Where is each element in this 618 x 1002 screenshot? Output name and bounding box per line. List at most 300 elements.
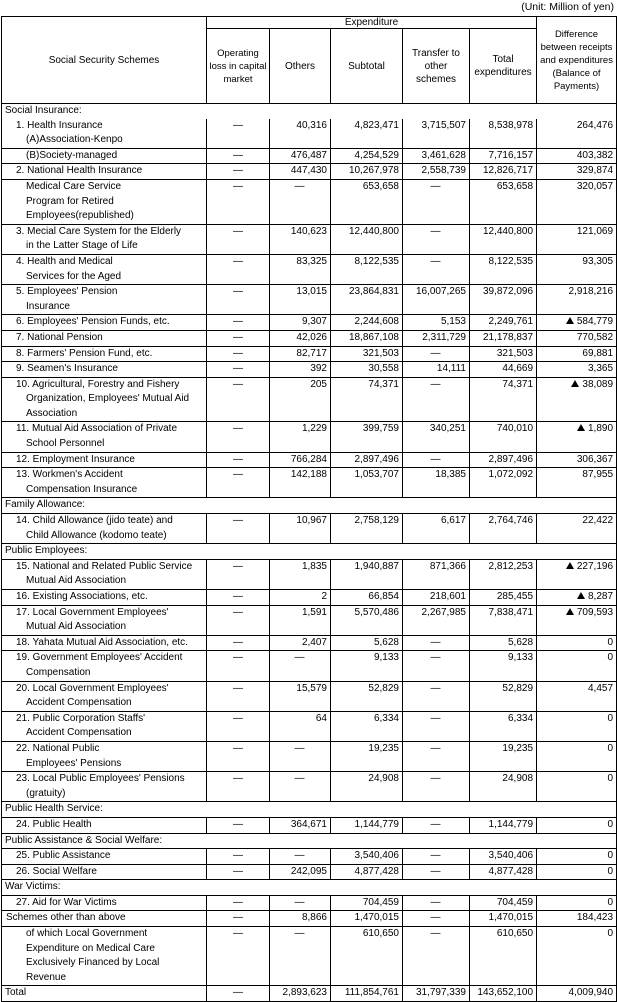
transfer-cell: 2,558,739 [403,164,470,180]
subtotal-cell: 4,877,428 [331,864,403,880]
scheme-name-line: Employees(republished) [26,210,134,222]
operating-loss-cell: — [207,224,270,254]
total-expenditures-cell: 39,872,096 [470,285,537,315]
table-row [2,164,617,180]
scheme-name-line: (A)Association-Kenpo [26,134,123,146]
subtotal-cell: 3,540,406 [331,849,403,865]
scheme-name-cell [2,468,207,498]
scheme-name-cell [2,148,207,164]
section-header-row [2,802,617,818]
scheme-name-line: (B)Society-managed [26,149,118,161]
scheme-name-cell [2,377,207,422]
section-header-row [2,544,617,560]
transfer-cell: — [403,452,470,468]
difference-cell [537,164,617,180]
subtotal-cell: 5,570,486 [331,605,403,635]
operating-loss-cell: — [207,422,270,452]
operating-loss-cell: — [207,285,270,315]
total-expenditures-cell: 285,455 [470,590,537,606]
operating-loss-cell: — [207,164,270,180]
scheme-name-line: (gratuity) [26,787,66,799]
subtotal-cell: 1,053,707 [331,468,403,498]
others-cell: — [270,895,331,911]
operating-loss-cell: — [207,362,270,378]
transfer-cell: — [403,772,470,802]
difference-value: 3,365 [587,363,614,375]
transfer-cell: 3,715,507 [403,119,470,149]
total-expenditures-cell: 44,669 [470,362,537,378]
transfer-cell: — [403,741,470,771]
operating-loss-cell: — [207,254,270,284]
total-expenditures-cell: 321,503 [470,346,537,362]
total-expenditures-cell: 2,812,253 [470,559,537,589]
operating-loss-cell: — [207,635,270,651]
subtotal-cell: 12,440,800 [331,224,403,254]
difference-cell [537,605,617,635]
total-expenditures-cell: 653,658 [470,179,537,224]
others-cell: 1,835 [270,559,331,589]
operating-loss-cell: — [207,452,270,468]
operating-loss-cell: — [207,514,270,544]
difference-cell [537,895,617,911]
operating-loss-header: Operating loss in capital market [207,29,270,104]
negative-triangle-icon [566,317,574,324]
difference-cell [537,254,617,284]
subtotal-cell: 1,470,015 [331,911,403,927]
table-row [2,849,617,865]
total-expenditures-cell: 19,235 [470,741,537,771]
scheme-name-line: 12. Employment Insurance [16,453,135,465]
total-expenditures-cell: 9,133 [470,651,537,681]
scheme-name-line: 27. Aid for War Victims [16,896,117,908]
difference-cell [537,452,617,468]
scheme-name-line: 5. Employees' Pension [16,286,118,298]
transfer-cell: — [403,179,470,224]
transfer-cell: — [403,254,470,284]
others-cell: 447,430 [270,164,331,180]
transfer-cell: — [403,681,470,711]
transfer-cell: — [403,635,470,651]
subtotal-cell: 74,371 [331,377,403,422]
others-cell: — [270,849,331,865]
others-header: Others [270,29,331,104]
scheme-name-cell [2,590,207,606]
difference-cell [537,681,617,711]
scheme-name-line: 3. Mecial Care System for the Elderly [16,225,182,237]
section-spacer [207,880,617,896]
difference-value: 770,582 [576,331,614,343]
others-cell: 364,671 [270,817,331,833]
total-label-cell: Total [2,986,207,1002]
table-row [2,651,617,681]
scheme-name-line: 16. Existing Associations, etc. [16,591,148,602]
section-title: Family Allowance: [2,498,207,514]
section-header-row [2,498,617,514]
transfer-cell: 2,267,985 [403,605,470,635]
difference-value: 329,874 [576,165,614,177]
table-row [2,514,617,544]
table-row [2,285,617,315]
transfer-cell: — [403,895,470,911]
others-cell: 10,967 [270,514,331,544]
negative-triangle-icon [566,562,574,569]
negative-triangle-icon [566,608,574,615]
subtotal-cell: 1,940,887 [331,559,403,589]
operating-loss-cell: — [207,911,270,927]
others-cell: 476,487 [270,148,331,164]
difference-cell [537,635,617,651]
others-cell: 142,188 [270,468,331,498]
difference-value: 0 [607,636,614,648]
subtotal-cell: 321,503 [331,346,403,362]
difference-cell [537,119,617,149]
table-row [2,330,617,346]
transfer-cell: 218,601 [403,590,470,606]
scheme-name-line: Revenue [26,971,67,983]
scheme-name-line: 13. Workmen's Accident [16,469,123,481]
transfer-cell: 2,311,729 [403,330,470,346]
section-title: War Victims: [2,880,207,896]
scheme-name-line: Schemes other than above [6,912,126,924]
others-cell: 1,591 [270,605,331,635]
total-expenditures-cell: 2,249,761 [470,315,537,331]
difference-value: 0 [607,818,614,830]
others-cell: 42,026 [270,330,331,346]
scheme-name-line: 25. Public Assistance [16,850,111,862]
difference-cell [537,772,617,802]
table-row [2,864,617,880]
operating-loss-cell: — [207,772,270,802]
section-title: Public Employees: [2,544,207,560]
scheme-name-line: Accident Compensation [26,697,132,709]
operating-loss-cell: — [207,711,270,741]
transfer-cell: — [403,864,470,880]
difference-cell [537,849,617,865]
table-row [2,422,617,452]
subtotal-cell: 10,267,978 [331,164,403,180]
operating-loss-cell: — [207,179,270,224]
scheme-name-cell [2,285,207,315]
operating-loss-cell: — [207,119,270,149]
table-row [2,254,617,284]
difference-cell [537,590,617,606]
operating-loss-cell: — [207,895,270,911]
scheme-name-cell [2,514,207,544]
difference-value: 4,457 [587,682,614,694]
table-row [2,681,617,711]
difference-value: 584,779 [576,316,614,328]
others-cell: 242,095 [270,864,331,880]
scheme-name-line: Employees' Pensions [26,757,122,769]
negative-triangle-icon [577,592,585,599]
scheme-name-cell [2,362,207,378]
others-cell: — [270,179,331,224]
section-title: Public Assistance & Social Welfare: [2,833,207,849]
transfer-cell: — [403,377,470,422]
subtotal-cell: 399,759 [331,422,403,452]
operating-loss-cell: — [207,849,270,865]
difference-cell [537,224,617,254]
operating-loss-cell: — [207,377,270,422]
operating-loss-cell: — [207,817,270,833]
scheme-name-cell [2,635,207,651]
table-row [2,590,617,606]
section-spacer [207,802,617,818]
total-expenditures-cell: 610,650 [470,927,537,986]
difference-value: 0 [607,896,614,908]
subtotal-cell: 24,908 [331,772,403,802]
transfer-cell: — [403,927,470,986]
table-row [2,346,617,362]
table-row [2,817,617,833]
total-expenditures-cell: 1,470,015 [470,911,537,927]
total-expenditures-cell: 74,371 [470,377,537,422]
subtotal-cell: 30,558 [331,362,403,378]
difference-cell [537,927,617,986]
scheme-name-line: Services for the Aged [26,270,122,282]
table-row [2,559,617,589]
difference-value: 264,476 [576,119,614,131]
social-security-expenditure-table [1,16,617,1002]
section-spacer [207,544,617,560]
difference-value: 0 [607,928,614,940]
scheme-name-line: 2. National Health Insurance [16,165,143,177]
difference-value: 93,305 [582,255,614,267]
table-row [2,741,617,771]
scheme-name-line: 18. Yahata Mutual Aid Association, etc. [16,636,188,648]
difference-value: 709,593 [576,606,614,618]
table-row [2,895,617,911]
others-cell: 13,015 [270,285,331,315]
table-row [2,362,617,378]
difference-value: 0 [607,742,614,754]
scheme-name-line: Compensation [26,666,91,678]
others-cell: 766,284 [270,452,331,468]
scheme-name-line: Organization, Employees' Mutual Aid [26,393,190,405]
transfer-cell: 18,385 [403,468,470,498]
total-expenditures-cell: 7,838,471 [470,605,537,635]
operating-loss-cell: — [207,559,270,589]
scheme-name-line: in the Latter Stage of Life [26,240,138,252]
transfer-cell: 6,617 [403,514,470,544]
table-row [2,772,617,802]
scheme-name-line: of which Local Government [26,928,148,940]
difference-cell [537,330,617,346]
others-cell: 40,316 [270,119,331,149]
others-cell: 83,325 [270,254,331,284]
negative-triangle-icon [571,380,579,387]
difference-value: 403,382 [576,149,614,161]
table-row [2,711,617,741]
difference-cell [537,911,617,927]
others-cell: 9,307 [270,315,331,331]
operating-loss-cell: — [207,741,270,771]
scheme-name-line: 26. Social Welfare [16,865,97,877]
difference-cell [537,315,617,331]
table-row [2,179,617,224]
difference-cell [537,864,617,880]
total-expenditures-cell: 21,178,837 [470,330,537,346]
table-row [2,911,617,927]
difference-value: 87,955 [582,469,614,481]
scheme-name-cell [2,346,207,362]
total-row [2,986,617,1002]
scheme-name-cell [2,895,207,911]
transfer-cell: 14,111 [403,362,470,378]
scheme-name-cell [2,849,207,865]
difference-cell [537,148,617,164]
others-cell: 205 [270,377,331,422]
subtotal-cell: 19,235 [331,741,403,771]
others-cell: 82,717 [270,346,331,362]
total-expenditures-cell: 1,144,779 [470,817,537,833]
operating-loss-cell: — [207,315,270,331]
table-row [2,148,617,164]
table-row [2,315,617,331]
scheme-name-line: School Personnel [26,438,105,450]
total-expenditures-header: Total expenditures [470,29,537,104]
scheme-name-cell [2,559,207,589]
others-cell: 2,893,623 [270,986,331,1002]
difference-value: 2,918,216 [568,286,614,298]
scheme-name-line: Child Allowance (kodomo teate) [26,529,167,541]
subtotal-cell: 5,628 [331,635,403,651]
scheme-name-cell [2,911,207,927]
transfer-cell: 5,153 [403,315,470,331]
expenditure-header: Expenditure [207,17,537,29]
scheme-name-cell [2,179,207,224]
scheme-name-cell [2,224,207,254]
scheme-name-line: 24. Public Health [16,818,92,830]
section-header-row [2,104,617,119]
section-title: Social Insurance: [2,104,207,119]
table-row [2,119,617,149]
total-expenditures-cell: 7,716,157 [470,148,537,164]
subtotal-cell: 704,459 [331,895,403,911]
scheme-name-cell [2,711,207,741]
section-title: Public Health Service: [2,802,207,818]
others-cell: 2 [270,590,331,606]
others-cell: — [270,741,331,771]
subtotal-cell: 6,334 [331,711,403,741]
scheme-name-line: Program for Retired [26,195,114,207]
scheme-name-line: 21. Public Corporation Staffs' [16,712,146,724]
section-spacer [207,833,617,849]
total-expenditures-cell: 12,826,717 [470,164,537,180]
section-header-row [2,833,617,849]
scheme-name-cell [2,741,207,771]
subtotal-cell: 66,854 [331,590,403,606]
scheme-name-line: Mutual Aid Association [26,575,127,587]
scheme-name-line: Exclusively Financed by Local [26,957,160,969]
scheme-name-line: 19. Government Employees' Accident [16,652,183,664]
total-expenditures-cell: 52,829 [470,681,537,711]
difference-cell [537,711,617,741]
transfer-cell: 3,461,628 [403,148,470,164]
subtotal-cell: 23,864,831 [331,285,403,315]
difference-cell [537,285,617,315]
operating-loss-cell: — [207,330,270,346]
others-cell: 2,407 [270,635,331,651]
difference-cell [537,346,617,362]
others-cell: 64 [270,711,331,741]
negative-triangle-icon [577,424,585,431]
difference-header: Difference between receipts and expenditures (Balance of Payments) [537,17,617,104]
total-expenditures-cell: 12,440,800 [470,224,537,254]
scheme-name-line: 22. National Public [16,742,100,754]
difference-value: 8,287 [587,591,614,602]
section-spacer [207,104,617,119]
total-expenditures-cell: 704,459 [470,895,537,911]
subtotal-cell: 4,254,529 [331,148,403,164]
subtotal-header: Subtotal [331,29,403,104]
scheme-name-line: 15. National and Related Public Service [16,560,193,572]
subtotal-cell: 9,133 [331,651,403,681]
operating-loss-cell: — [207,681,270,711]
difference-value: 1,890 [587,423,614,435]
difference-value: 306,367 [576,453,614,465]
difference-cell [537,468,617,498]
scheme-name-line: Association [26,407,78,419]
scheme-name-cell [2,772,207,802]
transfer-cell: — [403,651,470,681]
total-expenditures-cell: 2,897,496 [470,452,537,468]
difference-value: 0 [607,865,614,877]
operating-loss-cell: — [207,590,270,606]
transfer-cell: 340,251 [403,422,470,452]
difference-value: 121,069 [576,225,614,237]
section-spacer [207,498,617,514]
difference-value: 0 [607,712,614,724]
total-expenditures-cell: 24,908 [470,772,537,802]
others-cell: — [270,772,331,802]
difference-value: 38,089 [582,378,614,390]
scheme-name-line: 4. Health and Medical [16,255,113,267]
table-row [2,452,617,468]
scheme-name-cell [2,605,207,635]
scheme-name-line: 9. Seamen's Insurance [16,363,118,375]
operating-loss-cell: — [207,986,270,1002]
others-cell: 8,866 [270,911,331,927]
total-expenditures-cell: 4,877,428 [470,864,537,880]
total-expenditures-cell: 143,652,100 [470,986,537,1002]
scheme-name-cell [2,164,207,180]
difference-cell [537,817,617,833]
difference-cell [537,651,617,681]
scheme-name-line: 7. National Pension [16,331,103,343]
difference-cell [537,179,617,224]
scheme-name-line: Insurance [26,300,70,312]
operating-loss-cell: — [207,927,270,986]
scheme-name-cell [2,254,207,284]
scheme-name-line: 10. Agricultural, Forestry and Fishery [16,378,180,390]
others-cell: 1,229 [270,422,331,452]
difference-value: 22,422 [582,515,614,527]
others-cell: — [270,651,331,681]
difference-value: 0 [607,850,614,862]
subtotal-cell: 52,829 [331,681,403,711]
table-row [2,224,617,254]
operating-loss-cell: — [207,346,270,362]
others-cell: 15,579 [270,681,331,711]
total-expenditures-cell: 1,072,092 [470,468,537,498]
scheme-name-cell [2,452,207,468]
difference-value: 227,196 [576,560,614,572]
difference-cell [537,422,617,452]
difference-cell [537,377,617,422]
difference-cell [537,514,617,544]
scheme-name-line: Mutual Aid Association [26,621,127,633]
